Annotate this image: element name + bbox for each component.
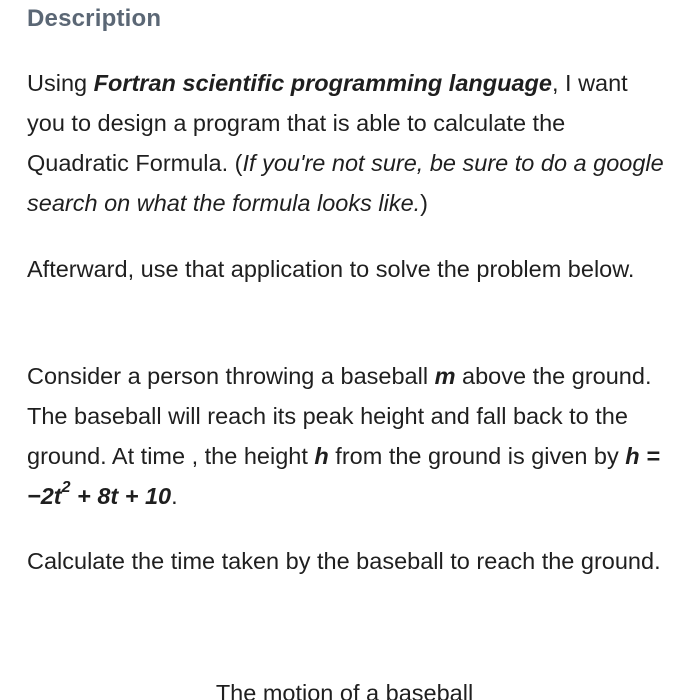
p1-intro: Using [27,70,94,96]
paragraph-problem [27,356,667,516]
p1-hint: If you're not sure, be sure to do a google search on what the formula looks like. [27,150,664,216]
p1-close: ) [420,190,428,216]
paragraph-task [27,63,667,223]
p3-var-h: h [314,443,329,469]
p3-part2: above the ground. The baseball will reach its peak height and fall back to the ground. At time , the height [27,363,652,469]
p3-part3: from the ground is given by [328,443,626,469]
section-heading: Description [27,5,162,32]
figure-caption [0,678,689,700]
equation-rhs: + 8t + 10 [70,483,172,509]
p1-language: Fortran scientific programming language [93,70,552,96]
p3-end: . [171,483,178,509]
equation-exponent: 2 [61,479,71,497]
p3-var-m: m [434,363,456,389]
equation-lhs: h = −2t [27,443,660,509]
p1-rest: , I want you to design a program that is able to calculate the Quadratic Formula. ( [27,70,628,176]
paragraph-afterward: Afterward, use that application to solve the problem below. [27,256,635,282]
caption-text: The motion of a baseball [215,680,474,700]
p3-part1: Consider a person throwing a baseball [27,363,435,389]
paragraph-calculate: Calculate the time taken by the baseball to reach the ground. [27,548,661,574]
